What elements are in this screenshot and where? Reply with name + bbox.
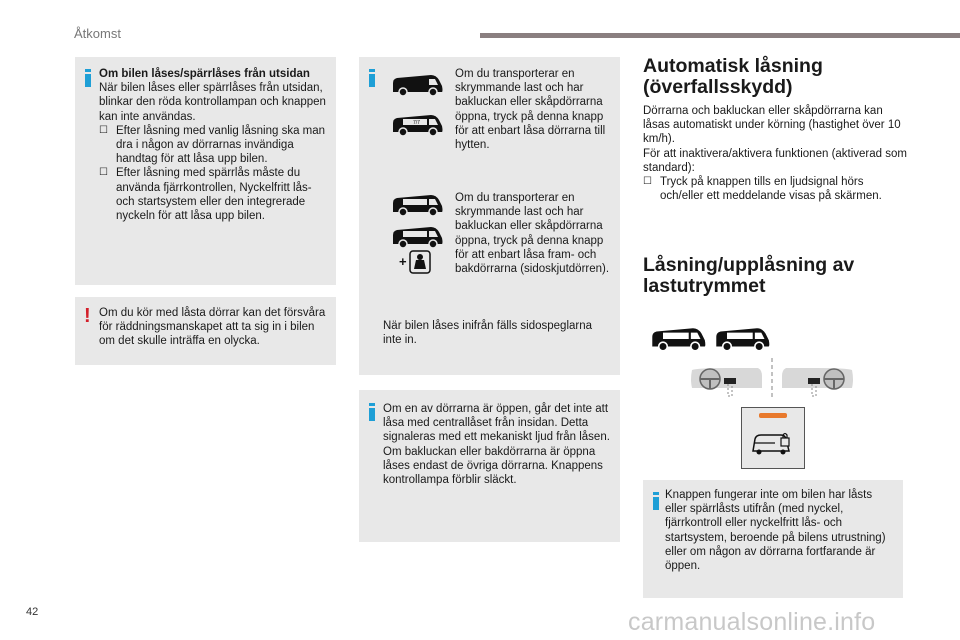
info-icon xyxy=(369,69,375,87)
cargo-para-1: Om du transporterar en skrymmande last och har bakluckan eller skåpdörrarna öppna, tryck på denna knapp för att enbart låsa dörrarna till hytten. xyxy=(455,68,606,152)
info-icon xyxy=(369,403,375,421)
list-item: ☐ Tryck på knappen tills en ljudsignal hörs och/eller ett meddelande visas på skärmen. xyxy=(643,176,882,203)
steering-wheel-icon xyxy=(776,362,856,402)
info-icon xyxy=(85,69,91,87)
van-icon xyxy=(712,324,772,354)
steering-wheel-icon xyxy=(688,362,768,402)
info-box-cargo-button xyxy=(643,480,903,598)
right-column xyxy=(643,56,908,297)
warning-box-locked-doors xyxy=(75,297,336,365)
cargo-button-body: Knappen fungerar inte om bilen har låsts eller spärrlåsts utifrån (med nyckel, fjärrkontroll eller nyckelfritt lås- och startsystem, beroende på bilens utrustning) eller om någon av dörrarna fortfarande är öppen. xyxy=(665,489,886,573)
checkbox-bullet-icon: ☐ xyxy=(99,124,108,136)
warning-icon: ! xyxy=(84,305,91,327)
auto-locking-para-2: För att inaktivera/aktivera funktionen (aktiverad som standard): xyxy=(643,147,907,174)
van-icon xyxy=(389,191,445,219)
cargo-para-2: Om du transporterar en skrymmande last och har bakluckan eller skåpdörrarna öppna, tryck på denna knapp för att enbart låsa fram- och bakdörrarna (sidoskjutdörren). xyxy=(455,192,610,276)
van-icon xyxy=(389,223,445,251)
list-item: ☐ Efter låsning med spärrlås måste du använda fjärrkontrollen, Nyckelfritt lås- och startsystem eller den integrerade nyckeln för att låsa upp bilen. xyxy=(99,167,312,223)
van-icon xyxy=(648,324,708,354)
watermark: carmanualsonline.info xyxy=(628,608,876,636)
section-title: Åtkomst xyxy=(74,26,121,41)
heading-auto-locking: Automatisk låsning (överfallsskydd) xyxy=(643,55,823,98)
checkbox-bullet-icon: ☐ xyxy=(643,176,652,188)
page-number: 42 xyxy=(26,606,39,618)
door-open-body: Om en av dörrarna är öppen, går det inte att låsa med centrallåset från insidan. Detta signaleras med ett mekaniskt ljud från låsen. Om bakluckan eller bakdörrarna är öppna låses endast de övriga dörrarna. Knappens kontrollampa förblir släckt. xyxy=(383,403,610,487)
list-item: ☐ Efter låsning med vanlig låsning ska man dra i någon av dörrarnas invändiga handtag för att låsa upp bilen. xyxy=(99,124,326,166)
info-icon xyxy=(653,492,659,510)
header-bar xyxy=(480,33,960,38)
divider-dashed xyxy=(770,358,774,400)
info-heading: Om bilen låses/spärrlåses från utsidan xyxy=(99,68,310,80)
warning-body: Om du kör med låsta dörrar kan det försvåra för räddningsmanskapet att ta sig in i bilen om det skulle inträffa en olycka. xyxy=(99,307,326,348)
svg-text:7/7: 7/7 xyxy=(413,120,420,126)
mirror-para: När bilen låses inifrån fälls sidospeglarna inte in. xyxy=(383,320,593,347)
info-box-outside-locking xyxy=(75,57,336,285)
info-body: När bilen låses eller spärrlåses från utsidan, blinkar den röda kontrollampan och knappen kan inte användas. xyxy=(99,82,326,123)
cargo-lock-button-icon xyxy=(741,407,805,469)
van-icon xyxy=(389,71,445,99)
auto-locking-para-1: Dörrarna och bakluckan eller skåpdörrarna kan låsas automatiskt under körning (hastighet över 10 km/h). xyxy=(643,105,901,146)
info-box-cargo-locking xyxy=(359,57,620,375)
info-box-door-open xyxy=(359,390,620,542)
heading-cargo-locking: Låsning/upplåsning av lastutrymmet xyxy=(643,254,855,298)
door-lock-button-icon xyxy=(399,249,433,275)
checkbox-bullet-icon: ☐ xyxy=(99,167,108,179)
van-icon xyxy=(389,111,445,139)
svg-text:+: + xyxy=(399,254,407,269)
